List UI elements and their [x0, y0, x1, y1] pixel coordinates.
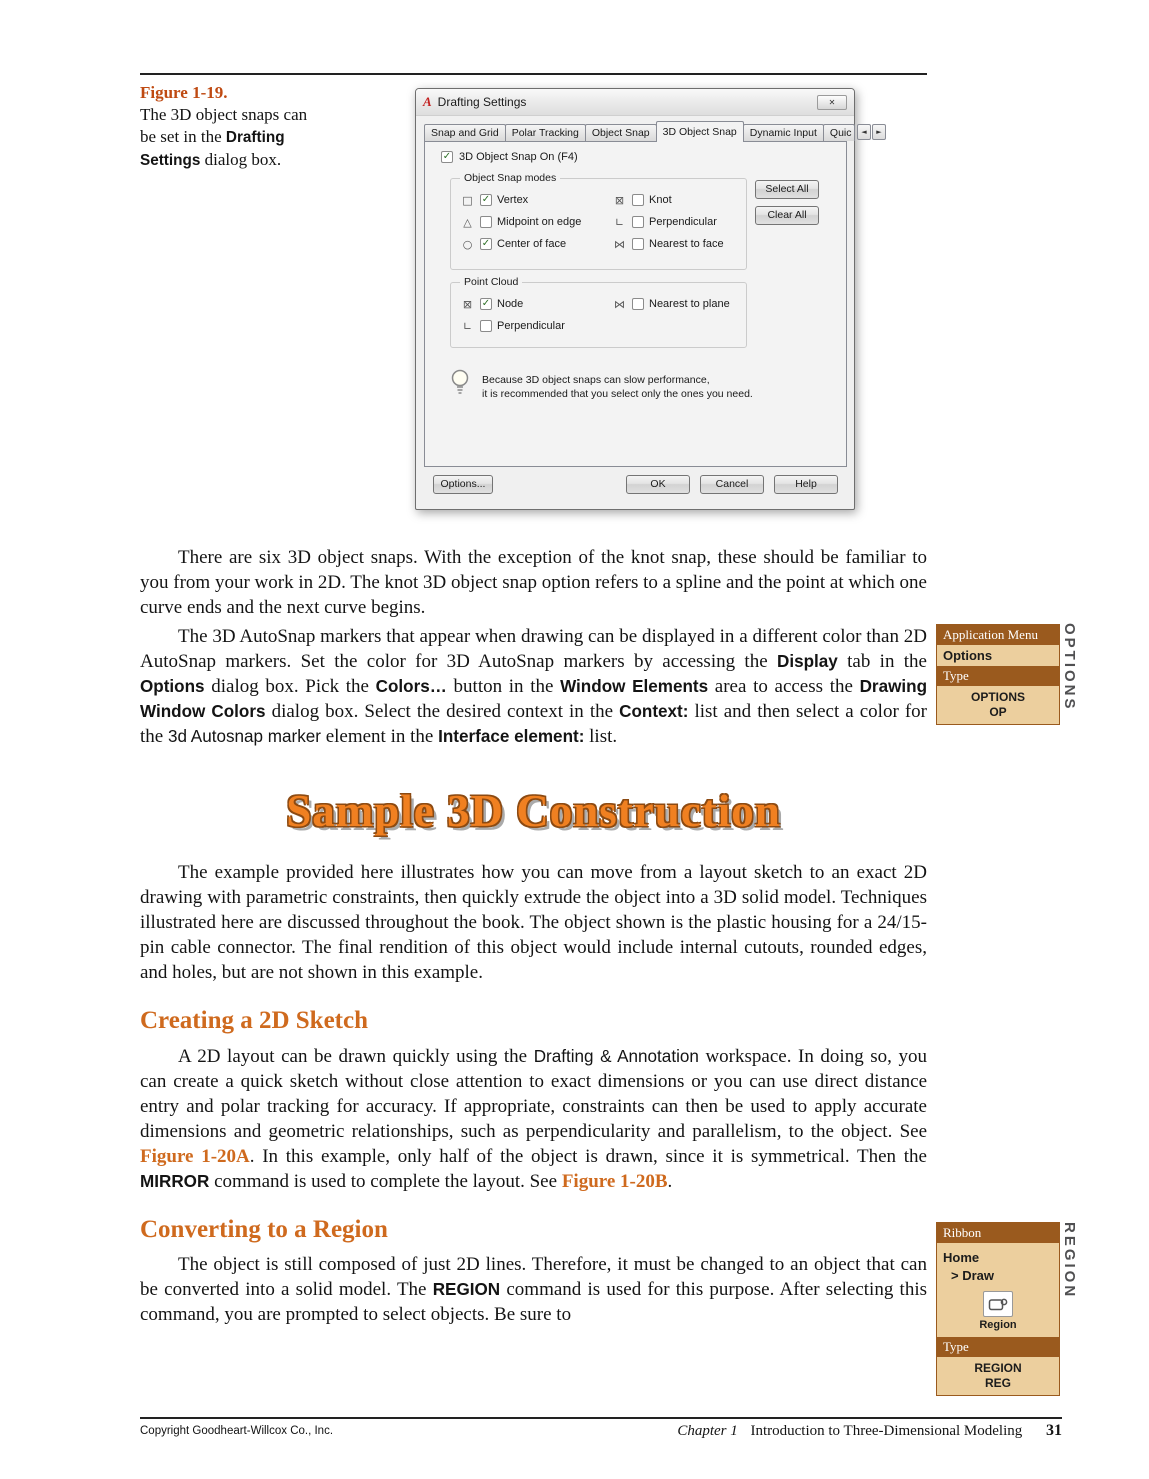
options-ref-command-name: OPTIONS — [970, 690, 1025, 704]
help-button[interactable]: Help — [774, 475, 838, 494]
tab-snap-and-grid[interactable]: Snap and Grid — [424, 124, 506, 141]
figure-caption-text: The 3D object snaps can be set in the Drafting Settings dialog box. — [140, 105, 308, 169]
region-ref-command — [937, 1357, 1059, 1395]
nearest-to-plane-label: Nearest to plane — [649, 298, 730, 310]
paragraph-autosnap-markers: The 3D AutoSnap markers that appear when drawing can be displayed in a different color than 2D AutoSnap markers. Set the color for 3D AutoSnap markers by accessing the Display tab in the Options dialog box. Pick the Colors… button in the Window Elements area to access the Drawing Window Colors dialog box. Select the desired context in the Context: list and then select a color for the 3d Autosnap marker element in the Interface element: list. — [140, 626, 928, 747]
nearest-to-plane-checkbox[interactable] — [632, 298, 644, 310]
nearest-to-face-label: Nearest to face — [649, 238, 724, 250]
tab-scroll-control — [857, 124, 887, 140]
tab-object-snap[interactable]: Object Snap — [585, 124, 657, 141]
footer-copyright: Copyright Goodheart-Willcox Co., Inc. — [140, 1425, 334, 1437]
tab-panel-3d-object-snap — [424, 141, 847, 467]
arrow-right-icon: ► — [876, 128, 882, 136]
footer-rule — [140, 1417, 1062, 1419]
footer-chapter: Chapter 1 — [677, 1423, 738, 1439]
check-icon: ✓ — [442, 150, 452, 162]
snap-on-row — [441, 151, 578, 163]
check-icon: ✓ — [481, 237, 491, 249]
center-of-face-label: Center of face — [497, 238, 567, 250]
tab-scroll-right-button[interactable] — [872, 124, 886, 140]
perpendicular-checkbox[interactable] — [632, 216, 644, 228]
options-button[interactable]: Options... — [433, 475, 493, 494]
knot-checkbox[interactable] — [632, 194, 644, 206]
region-icon-label: Region — [979, 1319, 1017, 1331]
close-button[interactable] — [817, 95, 847, 110]
options-ref-command-alias: OP — [989, 705, 1007, 719]
midpoint-label: Midpoint on edge — [497, 216, 582, 228]
perpendicular-label: Perpendicular — [649, 216, 717, 228]
pc-perpendicular-label: Perpendicular — [497, 320, 565, 332]
node-snap-icon: ⊠ — [462, 297, 473, 311]
perpendicular-snap-icon: ∟ — [614, 215, 625, 229]
snap-row-knot — [612, 193, 742, 207]
performance-note-line1: Because 3D object snaps can slow performance, — [482, 374, 710, 386]
snap-row-node — [460, 297, 612, 311]
dialog-titlebar[interactable] — [416, 89, 854, 116]
footer-chapter-line — [677, 1422, 1062, 1440]
tab-scroll-left-button[interactable] — [857, 124, 871, 140]
options-command-reference-box — [936, 624, 1060, 725]
check-icon: ✓ — [481, 297, 491, 309]
tab-3d-object-snap[interactable]: 3D Object Snap — [656, 121, 744, 142]
nearest-to-face-snap-icon: ⋈ — [614, 237, 625, 251]
lightbulb-icon — [449, 368, 471, 398]
region-ref-item-draw: > Draw — [937, 1268, 1059, 1286]
section-heading-creating-2d-sketch: Creating a 2D Sketch — [140, 1007, 369, 1034]
snap-on-label: 3D Object Snap On (F4) — [459, 151, 578, 163]
main-heading: Sample 3D Construction — [286, 786, 781, 836]
top-rule — [140, 73, 927, 75]
options-ref-command — [937, 686, 1059, 724]
paragraph-sample-intro: The example provided here illustrates how you can move from a layout sketch to an exact 2D drawing with parametric constraints, then quickly extrude the object into a 3D solid model. Techniques illustrated here are discussed throughout the book. The object shown is the plastic housing for a 24/15-pin cable connector. The final rendition of this object would include internal cutouts, rounded edges, and holes, but are not shown in this example. — [140, 862, 927, 983]
region-ref-ribbon-path — [937, 1243, 1059, 1337]
paragraph-region: The object is still composed of just 2D lines. Therefore, it must be changed to an object that can be converted into a solid model. The REGION command is used for this purpose. After selecting this command, you are prompted to select objects. Be sure to — [140, 1254, 927, 1325]
center-of-face-snap-icon: ○ — [462, 237, 473, 251]
main-text-column — [140, 545, 927, 1327]
paragraph-2d-sketch: A 2D layout can be drawn quickly using the Drafting & Annotation workspace. In doing so, you can create a quick sketch without close attention to exact dimensions or you can use direct distance entry and polar tracking for accuracy. If appropriate, constraints can then be used to apply accurate dimensions and geometric relationships, such as perpendicularity and parallelism, to the object. See Figure 1-20A. In this example, only half of the object is drawn, since it is symmetrical. Then the MIRROR command is used to complete the layout. See Figure 1-20B. — [140, 1046, 927, 1192]
check-icon: ✓ — [481, 193, 491, 205]
region-ref-command-alias: REG — [984, 1376, 1011, 1390]
footer-page-number: 31 — [1046, 1422, 1062, 1439]
object-snap-modes-group — [450, 172, 747, 270]
margin-tab-region: REGION — [1061, 1222, 1078, 1300]
snap-row-nearest-to-plane — [612, 297, 742, 311]
footer-chapter-title: Introduction to Three-Dimensional Modeling — [750, 1423, 1023, 1439]
snap-row-nearest-to-face — [612, 237, 742, 251]
object-snap-modes-title: Object Snap modes — [460, 172, 560, 184]
snap-row-pc-perpendicular — [460, 319, 612, 333]
performance-note-line2: it is recommended that you select only the ones you need. — [482, 388, 753, 400]
nearest-to-face-checkbox[interactable] — [632, 238, 644, 250]
knot-label: Knot — [649, 194, 672, 206]
region-tool-button — [983, 1291, 1013, 1317]
options-ref-header-application-menu: Application Menu — [937, 625, 1059, 645]
vertex-snap-icon: □ — [462, 193, 473, 207]
figure-label: Figure 1-19. — [140, 83, 228, 102]
point-cloud-group — [450, 276, 747, 348]
center-of-face-checkbox[interactable] — [480, 238, 492, 250]
node-checkbox[interactable] — [480, 298, 492, 310]
performance-note — [482, 373, 753, 401]
region-command-reference-box — [936, 1222, 1060, 1396]
knot-snap-icon: ⊠ — [614, 193, 625, 207]
midpoint-checkbox[interactable] — [480, 216, 492, 228]
tab-polar-tracking[interactable]: Polar Tracking — [505, 124, 586, 141]
cancel-button[interactable]: Cancel — [700, 475, 764, 494]
options-ref-item-options: Options — [937, 645, 1059, 666]
options-ref-header-type: Type — [937, 666, 1059, 686]
point-cloud-rows — [451, 283, 746, 333]
ok-button[interactable]: OK — [626, 475, 690, 494]
snap-row-vertex — [460, 193, 612, 207]
dialog-title: Drafting Settings — [437, 95, 527, 109]
3d-object-snap-on-checkbox[interactable] — [441, 151, 453, 163]
arrow-left-icon: ◄ — [861, 128, 867, 136]
region-icon — [988, 1297, 1008, 1312]
region-ref-header-type: Type — [937, 1337, 1059, 1357]
snap-row-center-of-face — [460, 237, 612, 251]
vertex-label: Vertex — [497, 194, 529, 206]
pc-perpendicular-snap-icon: ∟ — [462, 319, 473, 333]
section-heading-converting-region: Converting to a Region — [140, 1216, 388, 1243]
nearest-to-plane-snap-icon: ⋈ — [614, 297, 625, 311]
point-cloud-title: Point Cloud — [460, 276, 522, 288]
select-all-button[interactable]: Select All — [755, 180, 819, 199]
autocad-icon: A — [423, 94, 432, 109]
snap-row-perpendicular — [612, 215, 742, 229]
close-icon: ✕ — [828, 97, 836, 107]
drafting-settings-dialog — [415, 88, 882, 510]
vertex-checkbox[interactable] — [480, 194, 492, 206]
region-ref-item-home: Home — [937, 1247, 1059, 1268]
figure-caption — [140, 82, 326, 172]
region-ref-command-name: REGION — [974, 1361, 1022, 1375]
tab-dynamic-input[interactable]: Dynamic Input — [743, 124, 824, 141]
clear-all-button[interactable]: Clear All — [755, 206, 819, 225]
pc-perpendicular-checkbox[interactable] — [480, 320, 492, 332]
object-snap-modes-rows — [451, 179, 746, 251]
paragraph-object-snaps: There are six 3D object snaps. With the exception of the knot snap, these should be familiar to you from your work in 2D. The knot 3D object snap option refers to a spline and the point at which one curve ends and the next curve begins. — [140, 547, 927, 618]
dialog-tab-strip — [424, 122, 887, 142]
snap-row-midpoint — [460, 215, 612, 229]
margin-tab-options: OPTIONS — [1061, 623, 1078, 712]
tab-quick-properties[interactable]: Quic — [823, 124, 855, 141]
region-ref-header-ribbon: Ribbon — [937, 1223, 1059, 1243]
node-label: Node — [497, 298, 524, 310]
midpoint-snap-icon: △ — [463, 215, 472, 229]
